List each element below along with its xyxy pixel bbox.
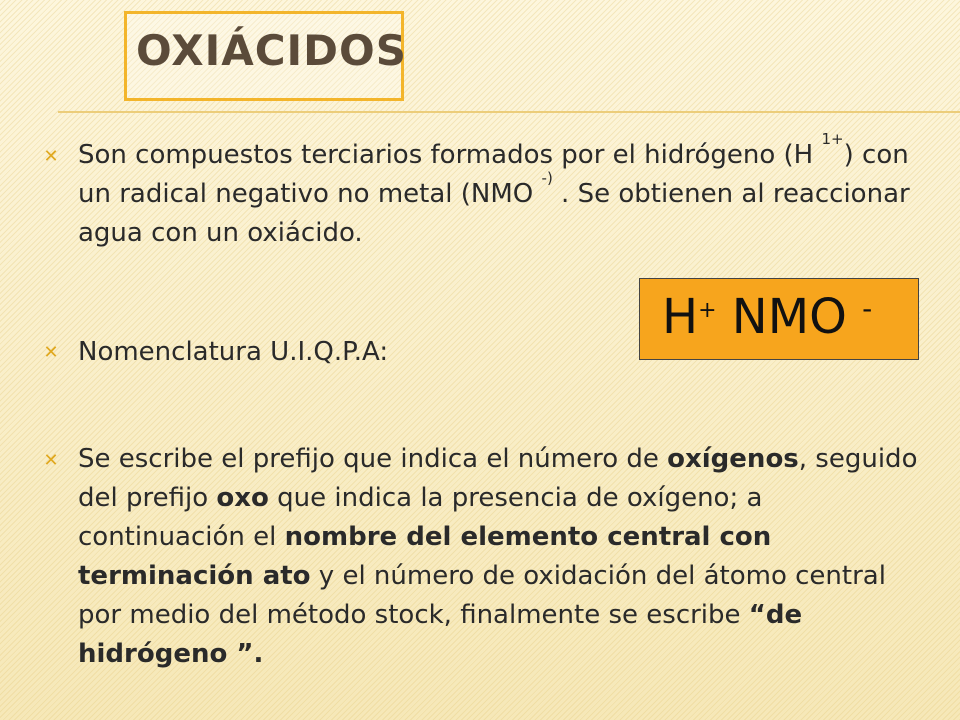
- x-bullet-icon: ✕: [43, 450, 59, 471]
- rule-bold-element-name: nombre del elemento central con terminación ato: [78, 522, 772, 591]
- rule-bold-oxigenos: oxígenos: [667, 444, 799, 474]
- rule-text-1: Se escribe el prefijo que indica el número de: [78, 444, 668, 474]
- paragraph-definition: [78, 130, 928, 253]
- rule-text-3: que indica la presencia de oxígeno; a continuación el: [78, 483, 763, 552]
- x-bullet-icon: ✕: [43, 342, 59, 363]
- rule-bold-hydrogen: “de hidrógeno ”.: [78, 600, 803, 669]
- x-bullet-icon: ✕: [43, 146, 59, 167]
- nomenclature-text: Nomenclatura U.I.Q.P.A:: [78, 337, 389, 367]
- title-divider: [58, 111, 960, 113]
- paragraph-nomenclature: [78, 333, 598, 372]
- definition-text-3: . Se obtienen al reaccionar agua con un oxiácido.: [78, 179, 910, 248]
- paragraph-naming-rule: [78, 440, 928, 674]
- definition-text-2: ) con un radical negativo no metal (NMO: [78, 140, 909, 209]
- formula-box: [639, 278, 919, 360]
- formula-positive-charge: +: [698, 298, 717, 323]
- formula-radical: NMO: [716, 289, 863, 345]
- formula-base: H: [662, 289, 699, 345]
- rule-text-4: y el número de oxidación del átomo central por medio del método stock, finalmente se escribe: [78, 561, 886, 630]
- radical-charge-superscript: -): [541, 169, 553, 187]
- hydrogen-charge-superscript: 1+: [821, 130, 844, 148]
- rule-bold-oxo: oxo: [216, 483, 269, 513]
- rule-text-2: , seguido del prefijo: [78, 444, 918, 513]
- slide-title: OXIÁCIDOS: [136, 26, 407, 75]
- definition-text-1: Son compuestos terciarios formados por el hidrógeno (H: [78, 140, 822, 170]
- formula-negative-charge: -: [862, 292, 873, 325]
- formula-text: [662, 291, 872, 344]
